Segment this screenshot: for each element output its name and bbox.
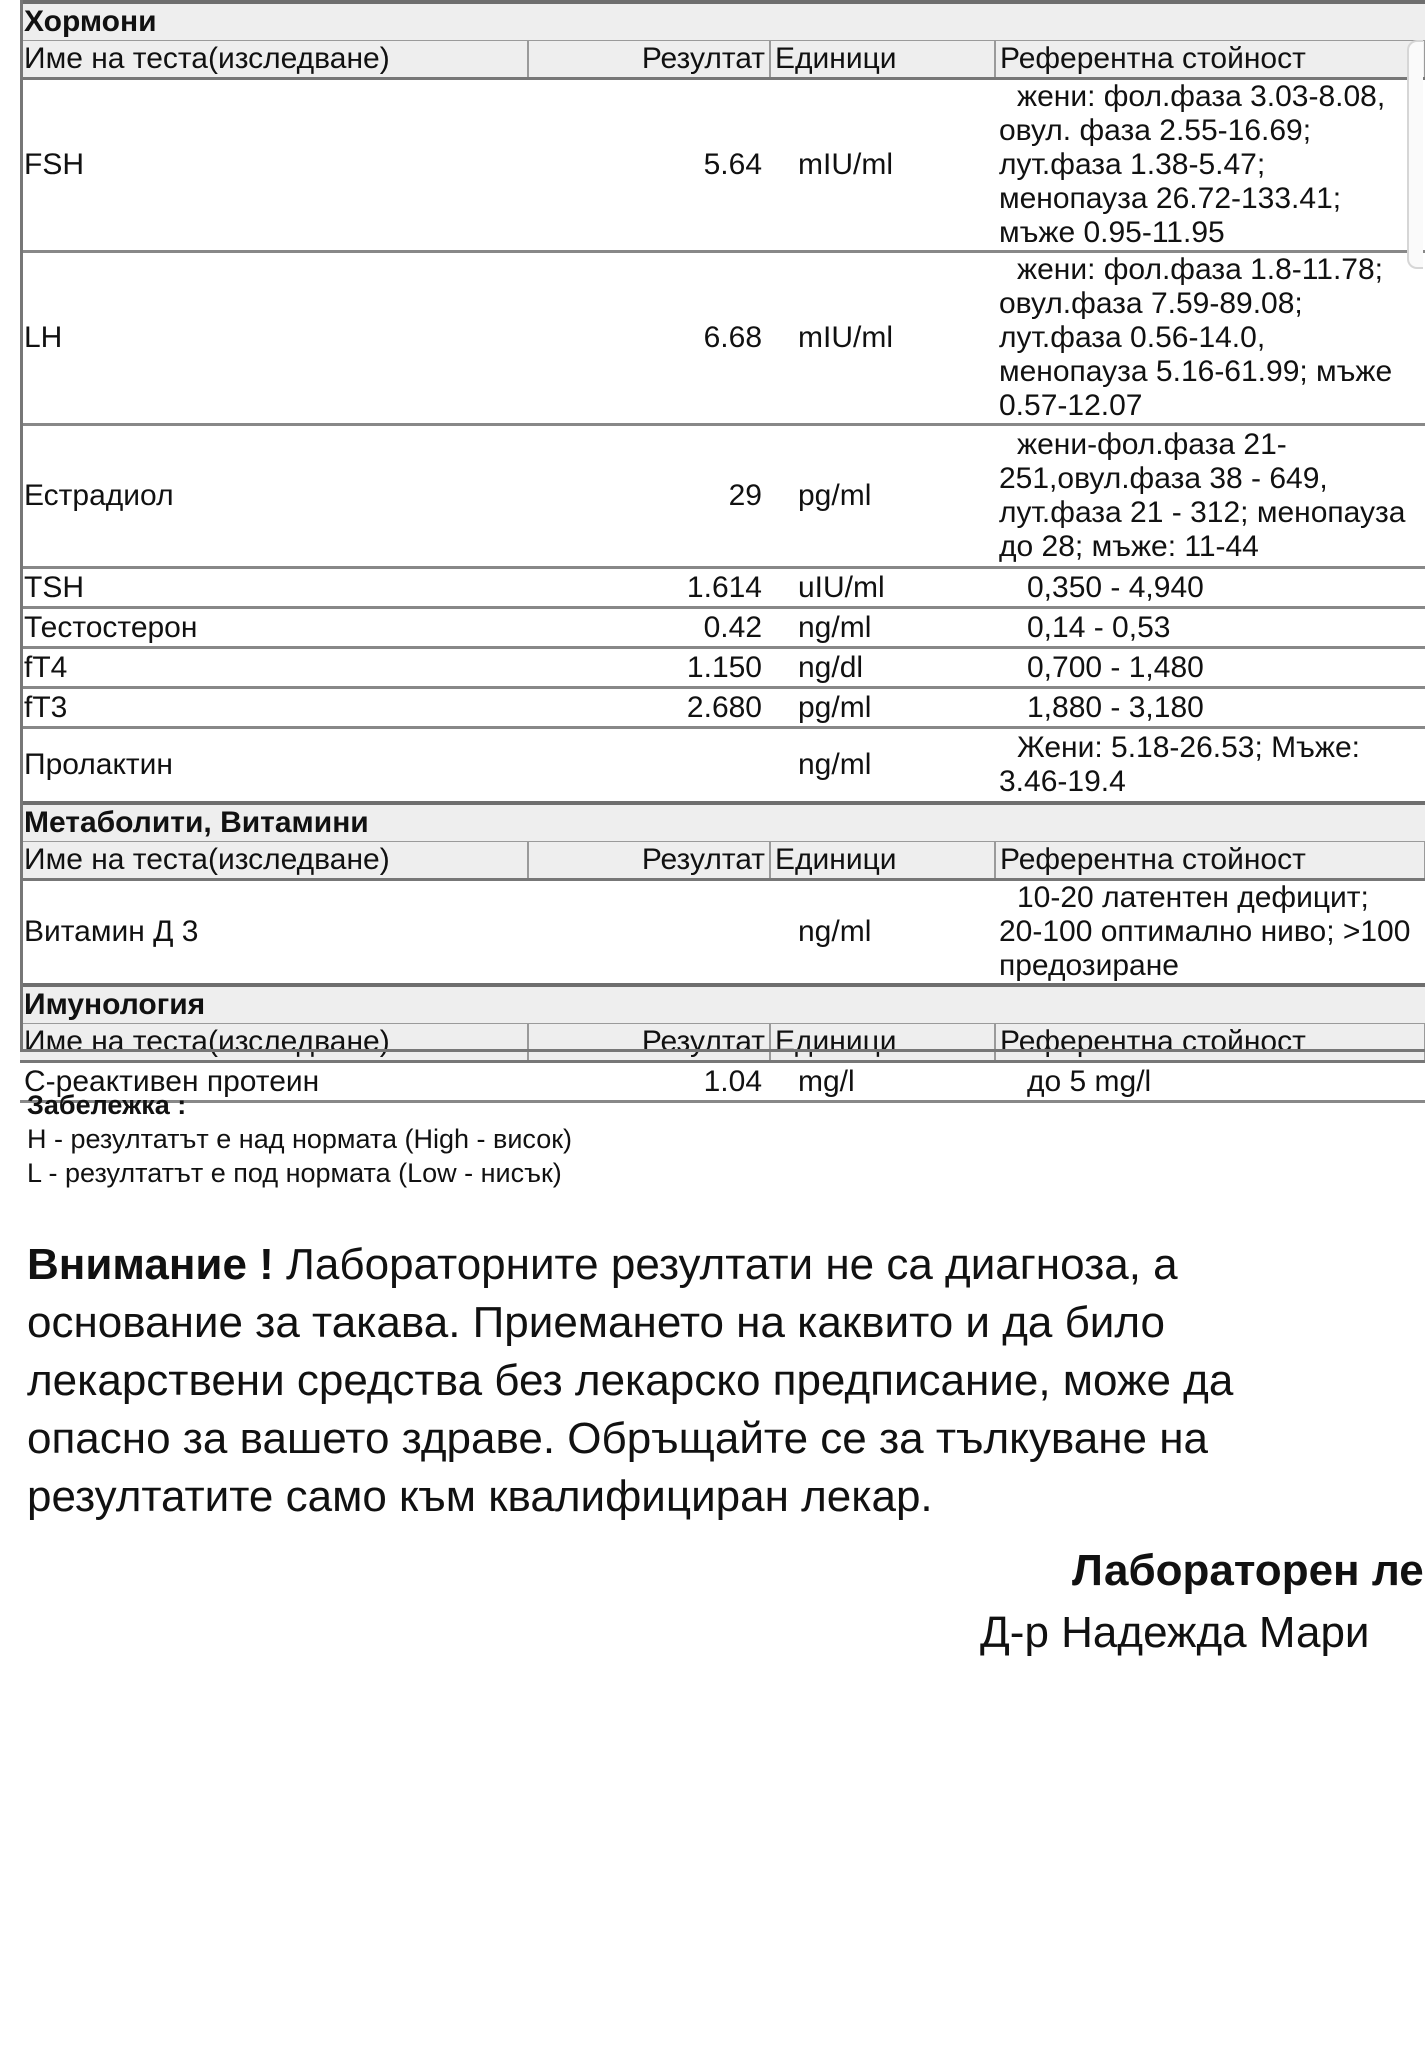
section-title: Хормони [20,2,1425,41]
test-result [528,728,770,804]
note-line-high: H - резултатът е над нормата (High - висок) [27,1124,573,1154]
column-header-result: Резултат [528,41,770,79]
column-header-units: Единици [770,41,995,79]
column-header-name: Име на теста(изследване) [20,41,528,79]
test-result: 0.42 [528,608,770,648]
test-result: 2.680 [528,688,770,728]
table-row-vitamin-d3 [20,880,1425,986]
signature-role: Лабораторен ле [1072,1546,1424,1595]
column-header-result: Резултат [528,1024,770,1062]
column-header-units: Единици [770,1024,995,1062]
test-name: TSH [20,568,528,608]
test-reference: 0,350 - 4,940 [995,568,1425,608]
signature-block [980,1540,1425,1664]
test-reference: до 5 mg/l [995,1062,1425,1102]
test-unit: ng/ml [770,728,995,804]
column-header-result: Резултат [528,842,770,880]
table-row-prolactin [20,728,1425,804]
test-unit: mIU/ml [770,252,995,425]
column-header-row [20,842,1425,880]
column-header-row [20,1024,1425,1062]
table-row-testosterone [20,608,1425,648]
test-reference: 1,880 - 3,180 [995,688,1425,728]
section-header-hormones [20,2,1425,41]
test-reference: жени: фол.фаза 1.8-11.78; овул.фаза 7.59-89.08; лут.фаза 0.56-14.0, менопауза 5.16-61.99; мъже 0.57-12.07 [995,252,1425,425]
test-result: 1.150 [528,648,770,688]
test-unit: mg/l [770,1062,995,1102]
disclaimer-line: опасно за вашето здраве. Обръщайте се за тълкуване на [27,1414,1209,1463]
test-reference: жени-фол.фаза 21-251,овул.фаза 38 - 649, лут.фаза 21 - 312; менопауза до 28; мъже: 11-44 [995,425,1425,568]
test-name: С-реактивен протеин [20,1062,528,1102]
column-header-reference: Референтна стойност [995,41,1425,79]
test-result: 1.614 [528,568,770,608]
note-title: Забележка : [27,1090,187,1120]
table-row-tsh [20,568,1425,608]
table-row-ft3 [20,688,1425,728]
test-name: FSH [20,79,528,252]
test-unit: pg/ml [770,425,995,568]
signature-name: Д-р Надежда Мари [980,1608,1370,1657]
column-header-row [20,41,1425,79]
legend-note [27,1088,572,1190]
test-unit: ng/ml [770,608,995,648]
test-reference: 0,700 - 1,480 [995,648,1425,688]
test-reference: Жени: 5.18-26.53; Мъже: 3.46-19.4 [995,728,1425,804]
disclaimer [27,1236,1425,1526]
section-header-metabolites [20,803,1425,842]
column-header-reference: Референтна стойност [995,842,1425,880]
column-header-name: Име на теста(изследване) [20,1024,528,1062]
test-reference: 10-20 латентен дефицит; 20-100 оптимално ниво; >100 предозиране [995,880,1425,986]
test-unit: mIU/ml [770,79,995,252]
test-result: 1.04 [528,1062,770,1102]
lab-results-table [20,0,1425,1103]
disclaimer-line [27,1236,1425,1294]
test-result [528,880,770,986]
test-unit: uIU/ml [770,568,995,608]
section-header-immunology [20,985,1425,1024]
test-name: Пролактин [20,728,528,804]
test-result: 6.68 [528,252,770,425]
test-reference: 0,14 - 0,53 [995,608,1425,648]
note-line-low: L - резултатът е под нормата (Low - нисък) [27,1158,562,1188]
table-row-fsh [20,79,1425,252]
test-result: 5.64 [528,79,770,252]
section-title: Метаболити, Витамини [20,803,1425,842]
test-unit: pg/ml [770,688,995,728]
column-header-units: Единици [770,842,995,880]
table-row-lh [20,252,1425,425]
section-title: Имунология [20,985,1425,1024]
test-name: fT3 [20,688,528,728]
test-name: LH [20,252,528,425]
test-reference: жени: фол.фаза 3.03-8.08, овул. фаза 2.55-16.69; лут.фаза 1.38-5.47; менопауза 26.72-133.41; мъже 0.95-11.95 [995,79,1425,252]
test-name: Естрадиол [20,425,528,568]
test-name: fT4 [20,648,528,688]
warning-heading: Внимание ! [27,1240,274,1289]
column-header-reference: Референтна стойност [995,1024,1425,1062]
scroll-indicator[interactable] [1407,40,1423,269]
test-unit: ng/ml [770,880,995,986]
disclaimer-line: резултатите само към квалифициран лекар. [27,1472,933,1521]
disclaimer-line: основание за такава. Приемането на каквито и да било [27,1298,1166,1347]
table-row-estradiol [20,425,1425,568]
table-row-ft4 [20,648,1425,688]
disclaimer-text: Лабораторните резултати не са диагноза, а [286,1240,1178,1289]
test-unit: ng/dl [770,648,995,688]
test-result: 29 [528,425,770,568]
test-name: Витамин Д 3 [20,880,528,986]
test-name: Тестостерон [20,608,528,648]
column-header-name: Име на теста(изследване) [20,842,528,880]
disclaimer-line: лекарствени средства без лекарско предписание, може да [27,1356,1234,1405]
